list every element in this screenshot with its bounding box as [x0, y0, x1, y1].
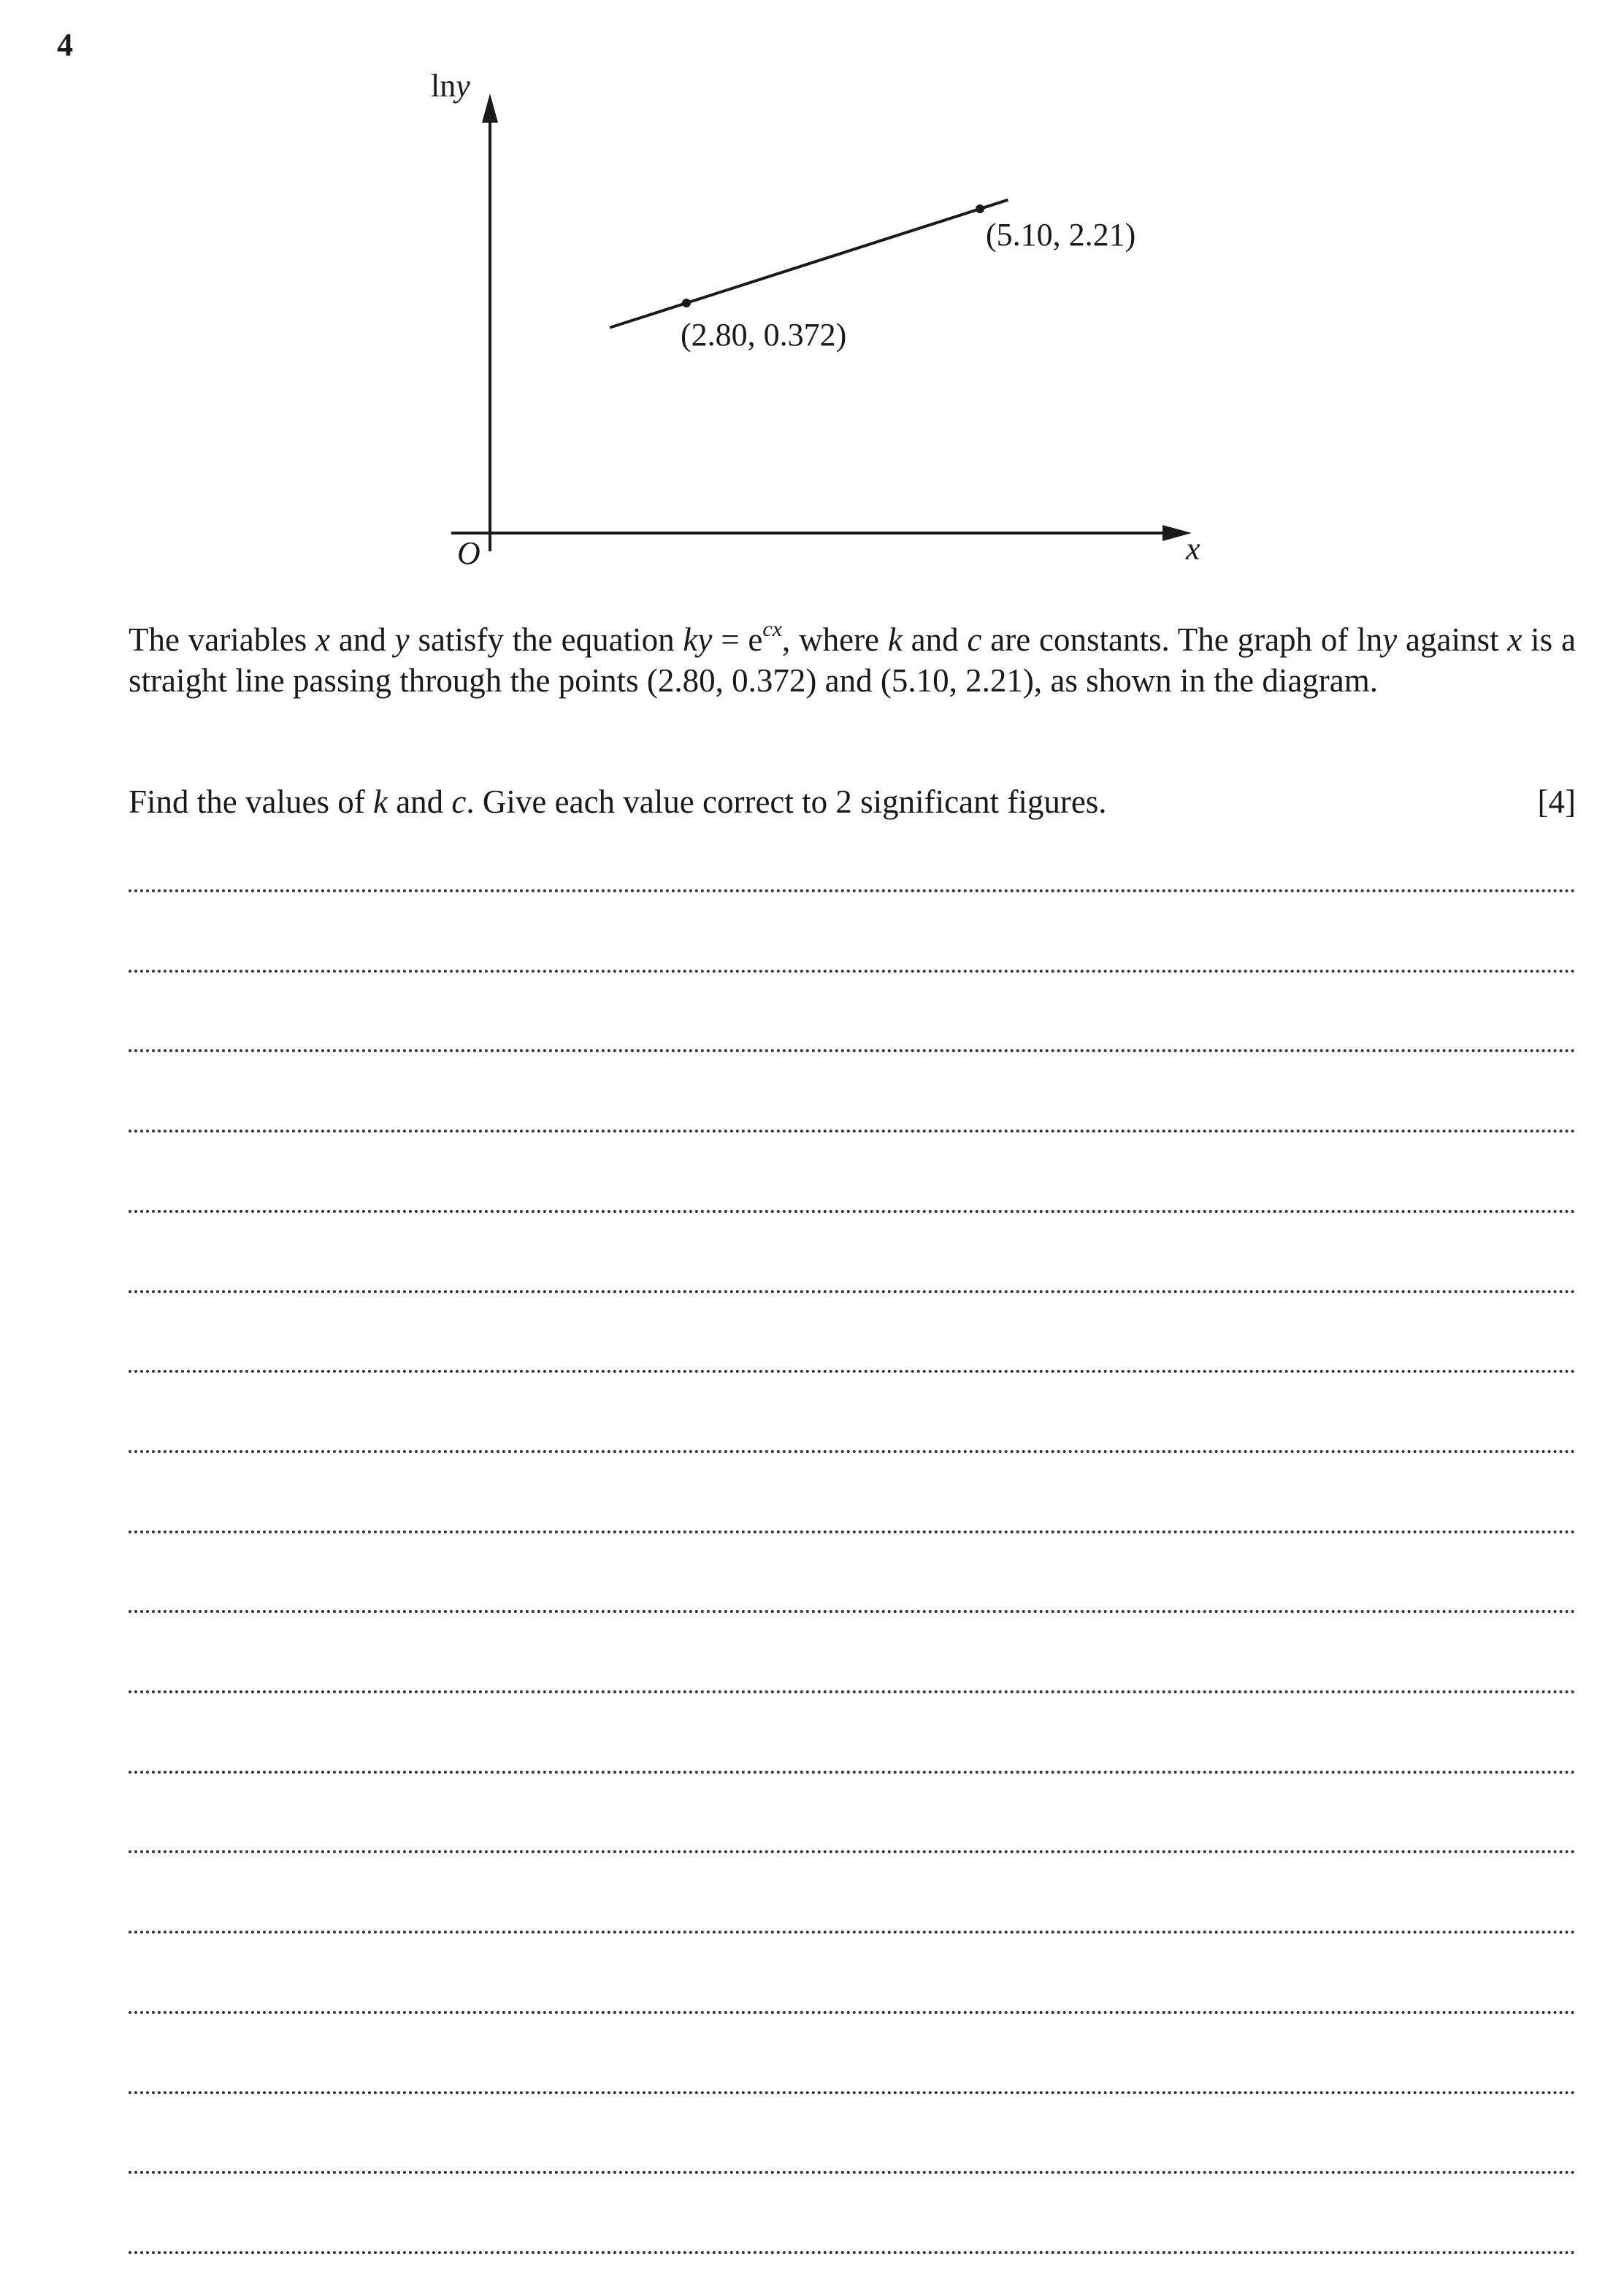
answer-line[interactable] [129, 1049, 1576, 1052]
answer-line[interactable] [129, 1931, 1576, 1934]
answer-line[interactable] [129, 970, 1576, 973]
marks-allocation: [4] [1537, 783, 1576, 820]
answer-line[interactable] [129, 1450, 1576, 1453]
y-axis-arrowhead [482, 93, 498, 123]
ln-y-against-x-diagram [0, 0, 1624, 584]
answer-line[interactable] [129, 1610, 1576, 1613]
answer-line[interactable] [129, 1290, 1576, 1293]
answer-line[interactable] [129, 1370, 1576, 1373]
point-label: (5.10, 2.21) [986, 217, 1136, 253]
answer-line[interactable] [129, 889, 1576, 892]
origin-label: O [457, 535, 480, 571]
answer-line[interactable] [129, 2091, 1576, 2094]
answer-line[interactable] [129, 1130, 1576, 1133]
question-number: 4 [57, 27, 73, 63]
point-label: (2.80, 0.372) [681, 317, 847, 353]
answer-line[interactable] [129, 2251, 1576, 2254]
straight-line [610, 200, 1008, 328]
answer-line[interactable] [129, 2011, 1576, 2014]
answer-line[interactable] [129, 1690, 1576, 1693]
question-task: Find the values of k and c. Give each value correct to 2 significant figures. [129, 783, 1107, 820]
question-stem: The variables x and y satisfy the equation ky = $e^{cx}$, where k and c are constants. The graph of lny against x is a straight line passing through the points (2.80, 0.372) and (5.10, 2.21), as shown in the diagram. [129, 617, 1576, 699]
x-axis-label: x [1186, 531, 1200, 567]
data-point [682, 299, 691, 307]
answer-line[interactable] [129, 2171, 1576, 2174]
answer-line[interactable] [129, 1850, 1576, 1853]
y-axis-label-var: y [456, 68, 470, 104]
answer-line[interactable] [129, 1210, 1576, 1213]
answer-line[interactable] [129, 1530, 1576, 1533]
data-point [976, 204, 984, 213]
y-axis-label-ln: ln [431, 68, 456, 104]
y-axis-label [431, 68, 470, 104]
answer-line[interactable] [129, 1771, 1576, 1774]
